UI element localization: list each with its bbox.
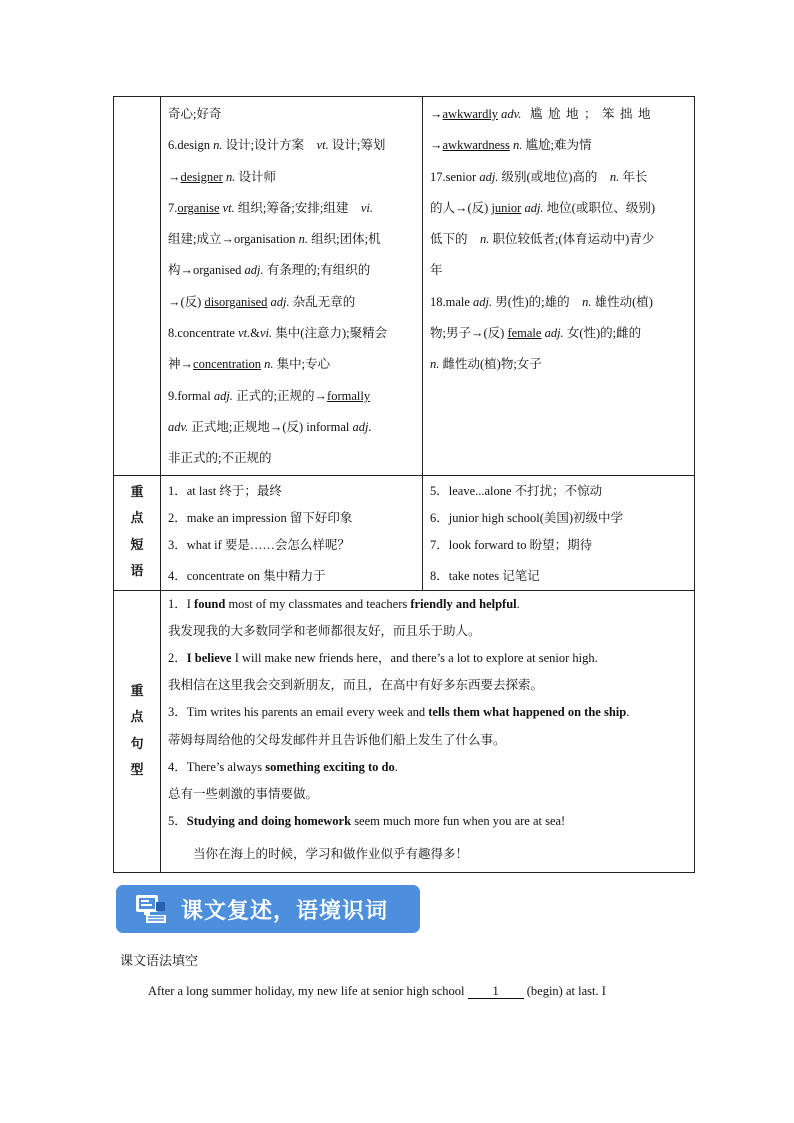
sentence-line: 4．There’s always something exciting to do.	[168, 759, 398, 774]
vocab-line: 构→organised adj. 有条理的;有组织的	[168, 263, 371, 278]
paragraph-text-after: (begin) at last. I	[523, 984, 606, 998]
vocab-line: 非正式的;不正规的	[168, 451, 272, 466]
phrase-line: 1．at last 终于；最终	[168, 483, 282, 498]
phrase-line: 3．what if 要是……会怎么样呢？	[168, 537, 350, 552]
sentence-line: 蒂姆每周给他的父母发邮件并且告诉他们船上发生了什么事。	[168, 732, 506, 747]
header-char: 点	[130, 710, 144, 725]
sentence-line: 我相信在这里我会交到新朋友，而且，在高中有好多东西要去探索。	[168, 678, 544, 693]
vocab-line: →awkwardness n. 尴尬;难为情	[430, 138, 592, 153]
vocab-line: 7.organise vt. 组织;筹备;安排;组建 vi.	[168, 200, 373, 215]
cloze-paragraph	[148, 982, 678, 1000]
vocab-left-column	[161, 97, 423, 476]
phrase-line: 4．concentrate on 集中精力于	[168, 568, 326, 583]
sentence-line: 当你在海上的时候，学习和做作业似乎有趣得多！	[168, 847, 469, 862]
sentences-cell	[161, 590, 695, 873]
sentence-line: 5．Studying and doing homework seem much more fun when you are at sea!	[168, 814, 566, 829]
header-char: 句	[130, 736, 144, 752]
phrase-line: 5．leave...alone 不打扰；不惊动	[430, 483, 603, 498]
vocab-line: 8.concentrate vt.&vi. 集中(注意力);聚精会	[168, 326, 388, 341]
cloze-blank-1[interactable]: 1	[468, 984, 524, 999]
phrase-line: 2．make an impression 留下好印象	[168, 510, 353, 525]
banner-title: 课文复述，语境识词	[181, 898, 389, 924]
sentence-line: 3．Tim writes his parents an email every week and tells them what happened on the ship.	[168, 705, 630, 720]
sentence-line: 1．I found most of my classmates and teachers friendly and helpful.	[168, 596, 520, 611]
phrases-row	[114, 475, 695, 590]
header-char: 型	[130, 763, 144, 778]
header-char: 短	[130, 537, 144, 553]
sentence-line: 2．I believe I will make new friends here，and there’s a lot to explore at senior high.	[168, 650, 598, 665]
vocab-line: 17.senior adj. 级别(或地位)高的 n. 年长	[430, 169, 648, 184]
vocab-line: 神→concentration n. 集中;专心	[168, 357, 331, 372]
paragraph-text: After a long summer holiday, my new life at senior high school	[148, 984, 468, 998]
vocab-line: →awkwardly adv. 尴尬地；笨拙地	[430, 107, 657, 121]
section-banner	[116, 885, 420, 933]
sentences-row	[114, 590, 695, 873]
phrase-line: 6．junior high school(美国)初级中学	[430, 510, 624, 525]
vocab-line: 低下的 n. 职位较低者;(体育运动中)青少	[430, 232, 655, 247]
subheading: 课文语法填空	[120, 954, 199, 969]
screen-book-icon	[134, 893, 168, 925]
vocab-line: n. 雌性动(植)物;女子	[430, 357, 542, 372]
vocab-line: 18.male adj. 男(性)的;雄的 n. 雄性动(植)	[430, 294, 653, 309]
vocab-row	[114, 97, 695, 476]
vocab-line: →designer n. 设计师	[168, 169, 276, 184]
phrase-line: 7．look forward to 盼望；期待	[430, 537, 593, 552]
header-char: 语	[130, 564, 144, 580]
summary-table	[113, 96, 695, 873]
vocab-line: 奇心;好奇	[168, 107, 222, 121]
header-char: 点	[130, 511, 144, 527]
phrase-line: 8．take notes 记笔记	[430, 568, 540, 583]
vocab-line: 物;男子→(反) female adj. 女(性)的;雌的	[430, 326, 642, 341]
vocab-line: 组建;成立→organisation n. 组织;团体;机	[168, 232, 381, 247]
vocab-line: adv. 正式地;正规地→(反) informal adj.	[168, 419, 372, 434]
phrases-right-column	[423, 475, 695, 590]
sentences-header	[114, 679, 160, 785]
vocab-line: 年	[430, 263, 443, 278]
sentence-line: 我发现我的大多数同学和老师都很友好，而且乐于助人。	[168, 623, 481, 638]
vocab-line: →(反) disorganised adj. 杂乱无章的	[168, 294, 356, 309]
sentences-header-cell	[114, 590, 161, 873]
header-char: 重	[130, 683, 144, 699]
vocab-header-cell	[114, 97, 161, 476]
vocab-line: 9.formal adj. 正式的;正规的→formally	[168, 388, 371, 403]
vocab-line: 6.design n. 设计;设计方案 vt. 设计;筹划	[168, 138, 386, 153]
phrases-left-column	[161, 475, 423, 590]
phrases-header-cell	[114, 475, 161, 590]
sentence-line: 总有一些刺激的事情要做。	[168, 786, 319, 801]
vocab-line: 的人→(反) junior adj. 地位(或职位、级别)	[430, 200, 655, 215]
phrases-header	[114, 480, 160, 586]
header-char: 重	[130, 484, 144, 500]
vocab-right-column	[423, 97, 695, 476]
